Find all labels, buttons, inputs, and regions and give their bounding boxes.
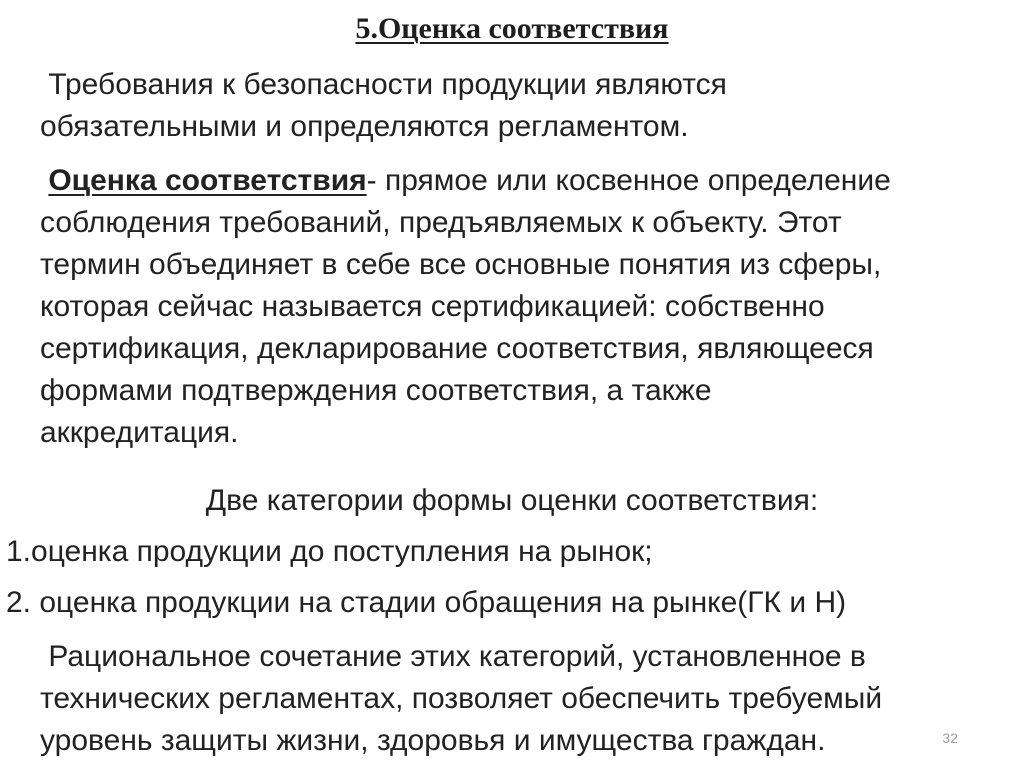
slide-title [0,12,1024,46]
paragraph-requirements [40,64,727,148]
paragraph-line: уровень защиты жизни, здоровья и имущества граждан. [40,724,826,757]
paragraph-line [40,160,891,202]
paragraph-line: Рациональное сочетание этих категорий, установленное в [40,640,866,673]
paragraph-line: термин объединяет в себе все основные понятия из сферы, [40,248,882,281]
paragraph-definition [40,160,891,454]
paragraph-line: формами подтверждения соответствия, а также [40,374,712,407]
paragraph-line: аккредитация. [40,416,239,449]
paragraph-line: Требования к безопасности продукции являются [40,68,727,101]
list-item: 1.оценка продукции до поступления на рынок; [6,535,653,568]
list-item: 2. оценка продукции на стадии обращения на рынке(ГК и Н) [6,586,847,619]
categories-heading: Две категории формы оценки соответствия: [205,484,819,517]
paragraph-line: соблюдения требований, предъявляемых к объекту. Этот [40,206,842,239]
paragraph-conclusion [40,636,882,762]
slide-title-text: 5.Оценка соответствия [355,12,669,45]
paragraph-line: сертификация, декларирование соответствия, являющееся [40,332,874,365]
defined-term: Оценка соответствия [48,164,367,197]
paragraph-line: технических регламентах, позволяет обеспечить требуемый [40,682,883,715]
page-number: 32 [942,730,958,746]
definition-text: - прямое или косвенное определение [366,164,891,197]
paragraph-line: обязательными и определяются регламентом. [40,110,689,143]
paragraph-line: которая сейчас называется сертификацией: собственно [40,290,825,323]
